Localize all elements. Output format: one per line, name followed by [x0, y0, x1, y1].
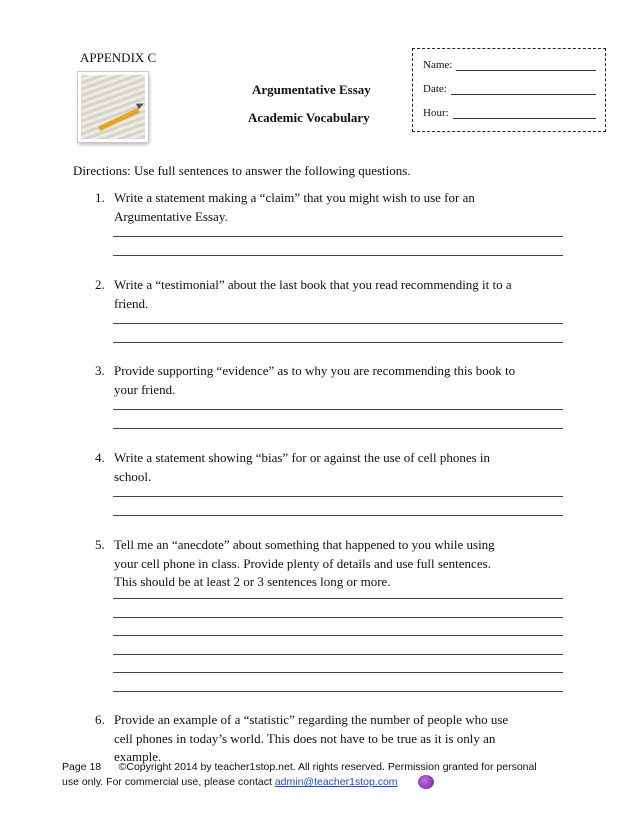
- answer-line[interactable]: [113, 323, 563, 324]
- answer-line[interactable]: [113, 654, 563, 655]
- hour-label: Hour:: [423, 107, 449, 119]
- name-label: Name:: [423, 59, 453, 71]
- question-line: Write a statement making a “claim” that you might wish to use for an: [114, 190, 475, 205]
- question-number: 3.: [95, 363, 105, 378]
- question-line: This should be at least 2 or 3 sentences long or more.: [114, 574, 391, 589]
- hour-row: [423, 107, 596, 119]
- question-text: [114, 189, 564, 226]
- answer-line[interactable]: [113, 617, 563, 618]
- answer-line[interactable]: [113, 428, 563, 429]
- question-line: your cell phone in class. Provide plenty of details and use full sentences.: [114, 555, 491, 571]
- question-line: Write a statement showing “bias” for or against the use of cell phones in: [114, 450, 491, 465]
- answer-line[interactable]: [113, 598, 563, 599]
- question-line: your friend.: [114, 381, 176, 397]
- answer-line[interactable]: [113, 409, 563, 410]
- footer-line-2: [62, 775, 582, 790]
- hour-field[interactable]: [453, 108, 596, 119]
- question-number: 1.: [95, 190, 105, 205]
- question-number: 2.: [95, 277, 105, 292]
- answer-line[interactable]: [113, 496, 563, 497]
- page-number: Page 18: [62, 761, 102, 773]
- question-text: [114, 711, 564, 767]
- question-number: 6.: [95, 712, 105, 727]
- directions-text: Directions: Use full sentences to answer the following questions.: [73, 163, 411, 178]
- teacher1stop-logo-icon: [418, 775, 434, 789]
- footer-line-1: [62, 760, 582, 775]
- question-line: Provide supporting “evidence” as to why you are recommending this book to: [114, 363, 516, 378]
- question-text: [114, 362, 564, 399]
- worksheet-subtitle: Academic Vocabulary: [248, 110, 370, 125]
- answer-line[interactable]: [113, 255, 563, 256]
- contact-email-link[interactable]: admin@teacher1stop.com: [274, 776, 398, 788]
- appendix-label: APPENDIX C: [80, 50, 157, 65]
- question-text: [114, 276, 564, 313]
- date-row: [423, 83, 596, 95]
- answer-line[interactable]: [113, 236, 563, 237]
- name-field[interactable]: [456, 60, 596, 71]
- question-text: [114, 449, 564, 486]
- date-label: Date:: [423, 83, 447, 95]
- answer-line[interactable]: [113, 515, 563, 516]
- answer-line[interactable]: [113, 691, 563, 692]
- date-field[interactable]: [451, 84, 596, 95]
- pencil-tip-icon: [136, 101, 145, 109]
- name-date-hour-box: [412, 48, 606, 132]
- question-line: cell phones in today’s world. This does not have to be true as it is only an: [114, 730, 496, 746]
- page-footer: [62, 760, 582, 790]
- question-line: example.: [114, 749, 162, 764]
- footer-contact-text: use only. For commercial use, please contact: [62, 776, 275, 788]
- worksheet-title: Argumentative Essay: [252, 82, 371, 97]
- question-line: Write a “testimonial” about the last book that you read recommending it to a: [114, 277, 512, 292]
- question-text: [114, 536, 564, 592]
- answer-line[interactable]: [113, 672, 563, 673]
- question-number: 4.: [95, 450, 105, 465]
- question-line: Argumentative Essay.: [114, 208, 228, 224]
- question-line: Tell me an “anecdote” about something that happened to you while using: [114, 537, 495, 552]
- question-line: friend.: [114, 295, 149, 311]
- answer-line[interactable]: [113, 635, 563, 636]
- answer-line[interactable]: [113, 342, 563, 343]
- notebook-photo: [78, 72, 148, 142]
- pencil-icon: [98, 108, 140, 131]
- copyright-text: ©Copyright 2014 by teacher1stop.net. All rights reserved. Permission granted for personal: [118, 761, 537, 773]
- question-number: 5.: [95, 537, 105, 552]
- question-line: school.: [114, 468, 152, 484]
- name-row: [423, 59, 596, 71]
- question-line: Provide an example of a “statistic” regarding the number of people who use: [114, 712, 509, 727]
